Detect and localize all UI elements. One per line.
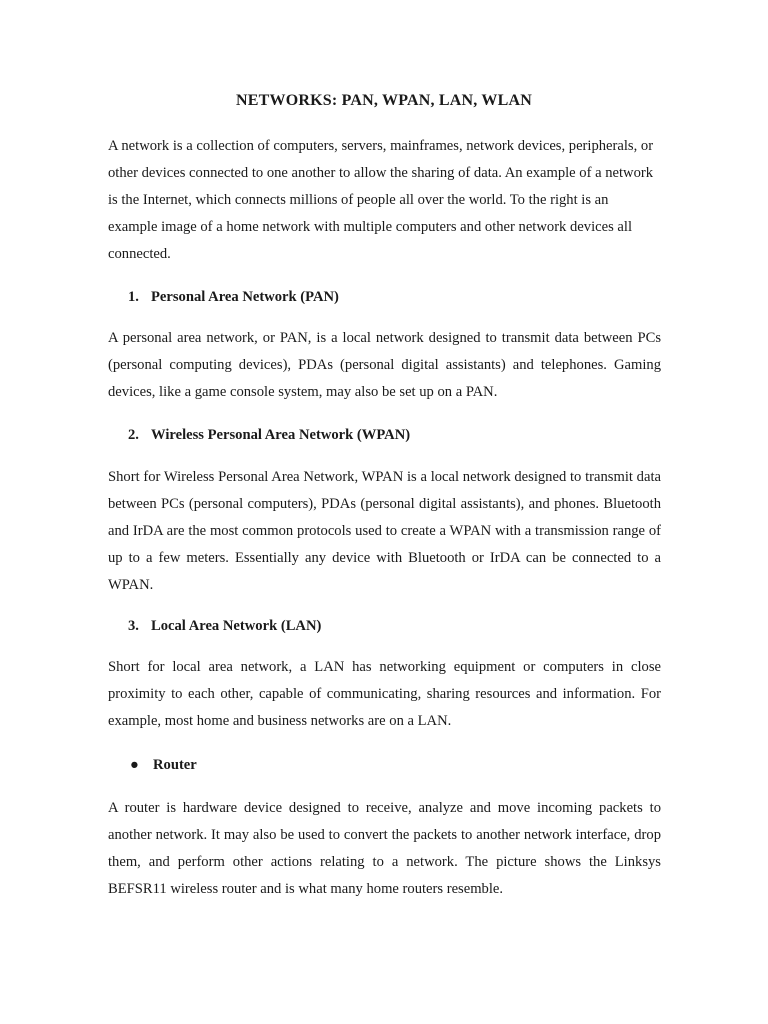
section-heading-pan: [108, 284, 339, 311]
section-title: Local Area Network (LAN): [151, 618, 322, 634]
section-body-lan: Short for local area network, a LAN has networking equipment or computers in close proximity to each other, capable of communicating, sharing resources and information. For example, most home and business networks are on a LAN.: [108, 659, 661, 729]
bullet-body-router: A router is hardware device designed to receive, analyze and move incoming packets to another network. It may also be used to convert the packets to another network interface, drop them, and perform other actions relating to a network. The picture shows the Linksys BEFSR11 wireless router and is what many home routers resemble.: [108, 800, 661, 897]
bullet-heading-router: [108, 752, 197, 779]
bullet-title: Router: [153, 757, 197, 773]
section-heading-wpan: [108, 422, 410, 449]
section-number: 3.: [128, 618, 139, 634]
page-title: NETWORKS: PAN, WPAN, LAN, WLAN: [236, 92, 532, 109]
section-body-wpan: Short for Wireless Personal Area Network, WPAN is a local network designed to transmit data between PCs (personal computers), PDAs (personal digital assistants), and phones. Bluetooth and IrDA are the most common protocols used to create a WPAN with a transmission range of up to a few meters. Essentially any device with Bluetooth or IrDA can be connected to a WPAN.: [108, 469, 661, 593]
section-number: 2.: [128, 427, 139, 443]
section-title: Personal Area Network (PAN): [151, 289, 339, 305]
bullet-icon: ●: [130, 757, 139, 773]
section-number: 1.: [128, 289, 139, 305]
intro-paragraph: A network is a collection of computers, servers, mainframes, network devices, peripherals, or other devices connected to one another to allow the sharing of data. An example of a network is the Internet, which connects millions of people all over the world. To the right is an example image of a home network with multiple computers and other network devices all connected.: [108, 138, 654, 262]
section-title: Wireless Personal Area Network (WPAN): [151, 427, 411, 443]
section-heading-lan: [108, 613, 321, 640]
section-body-pan: A personal area network, or PAN, is a local network designed to transmit data between PCs (personal computing devices), PDAs (personal digital assistants) and telephones. Gaming devices, like a game console system, may also be set up on a PAN.: [108, 330, 661, 400]
